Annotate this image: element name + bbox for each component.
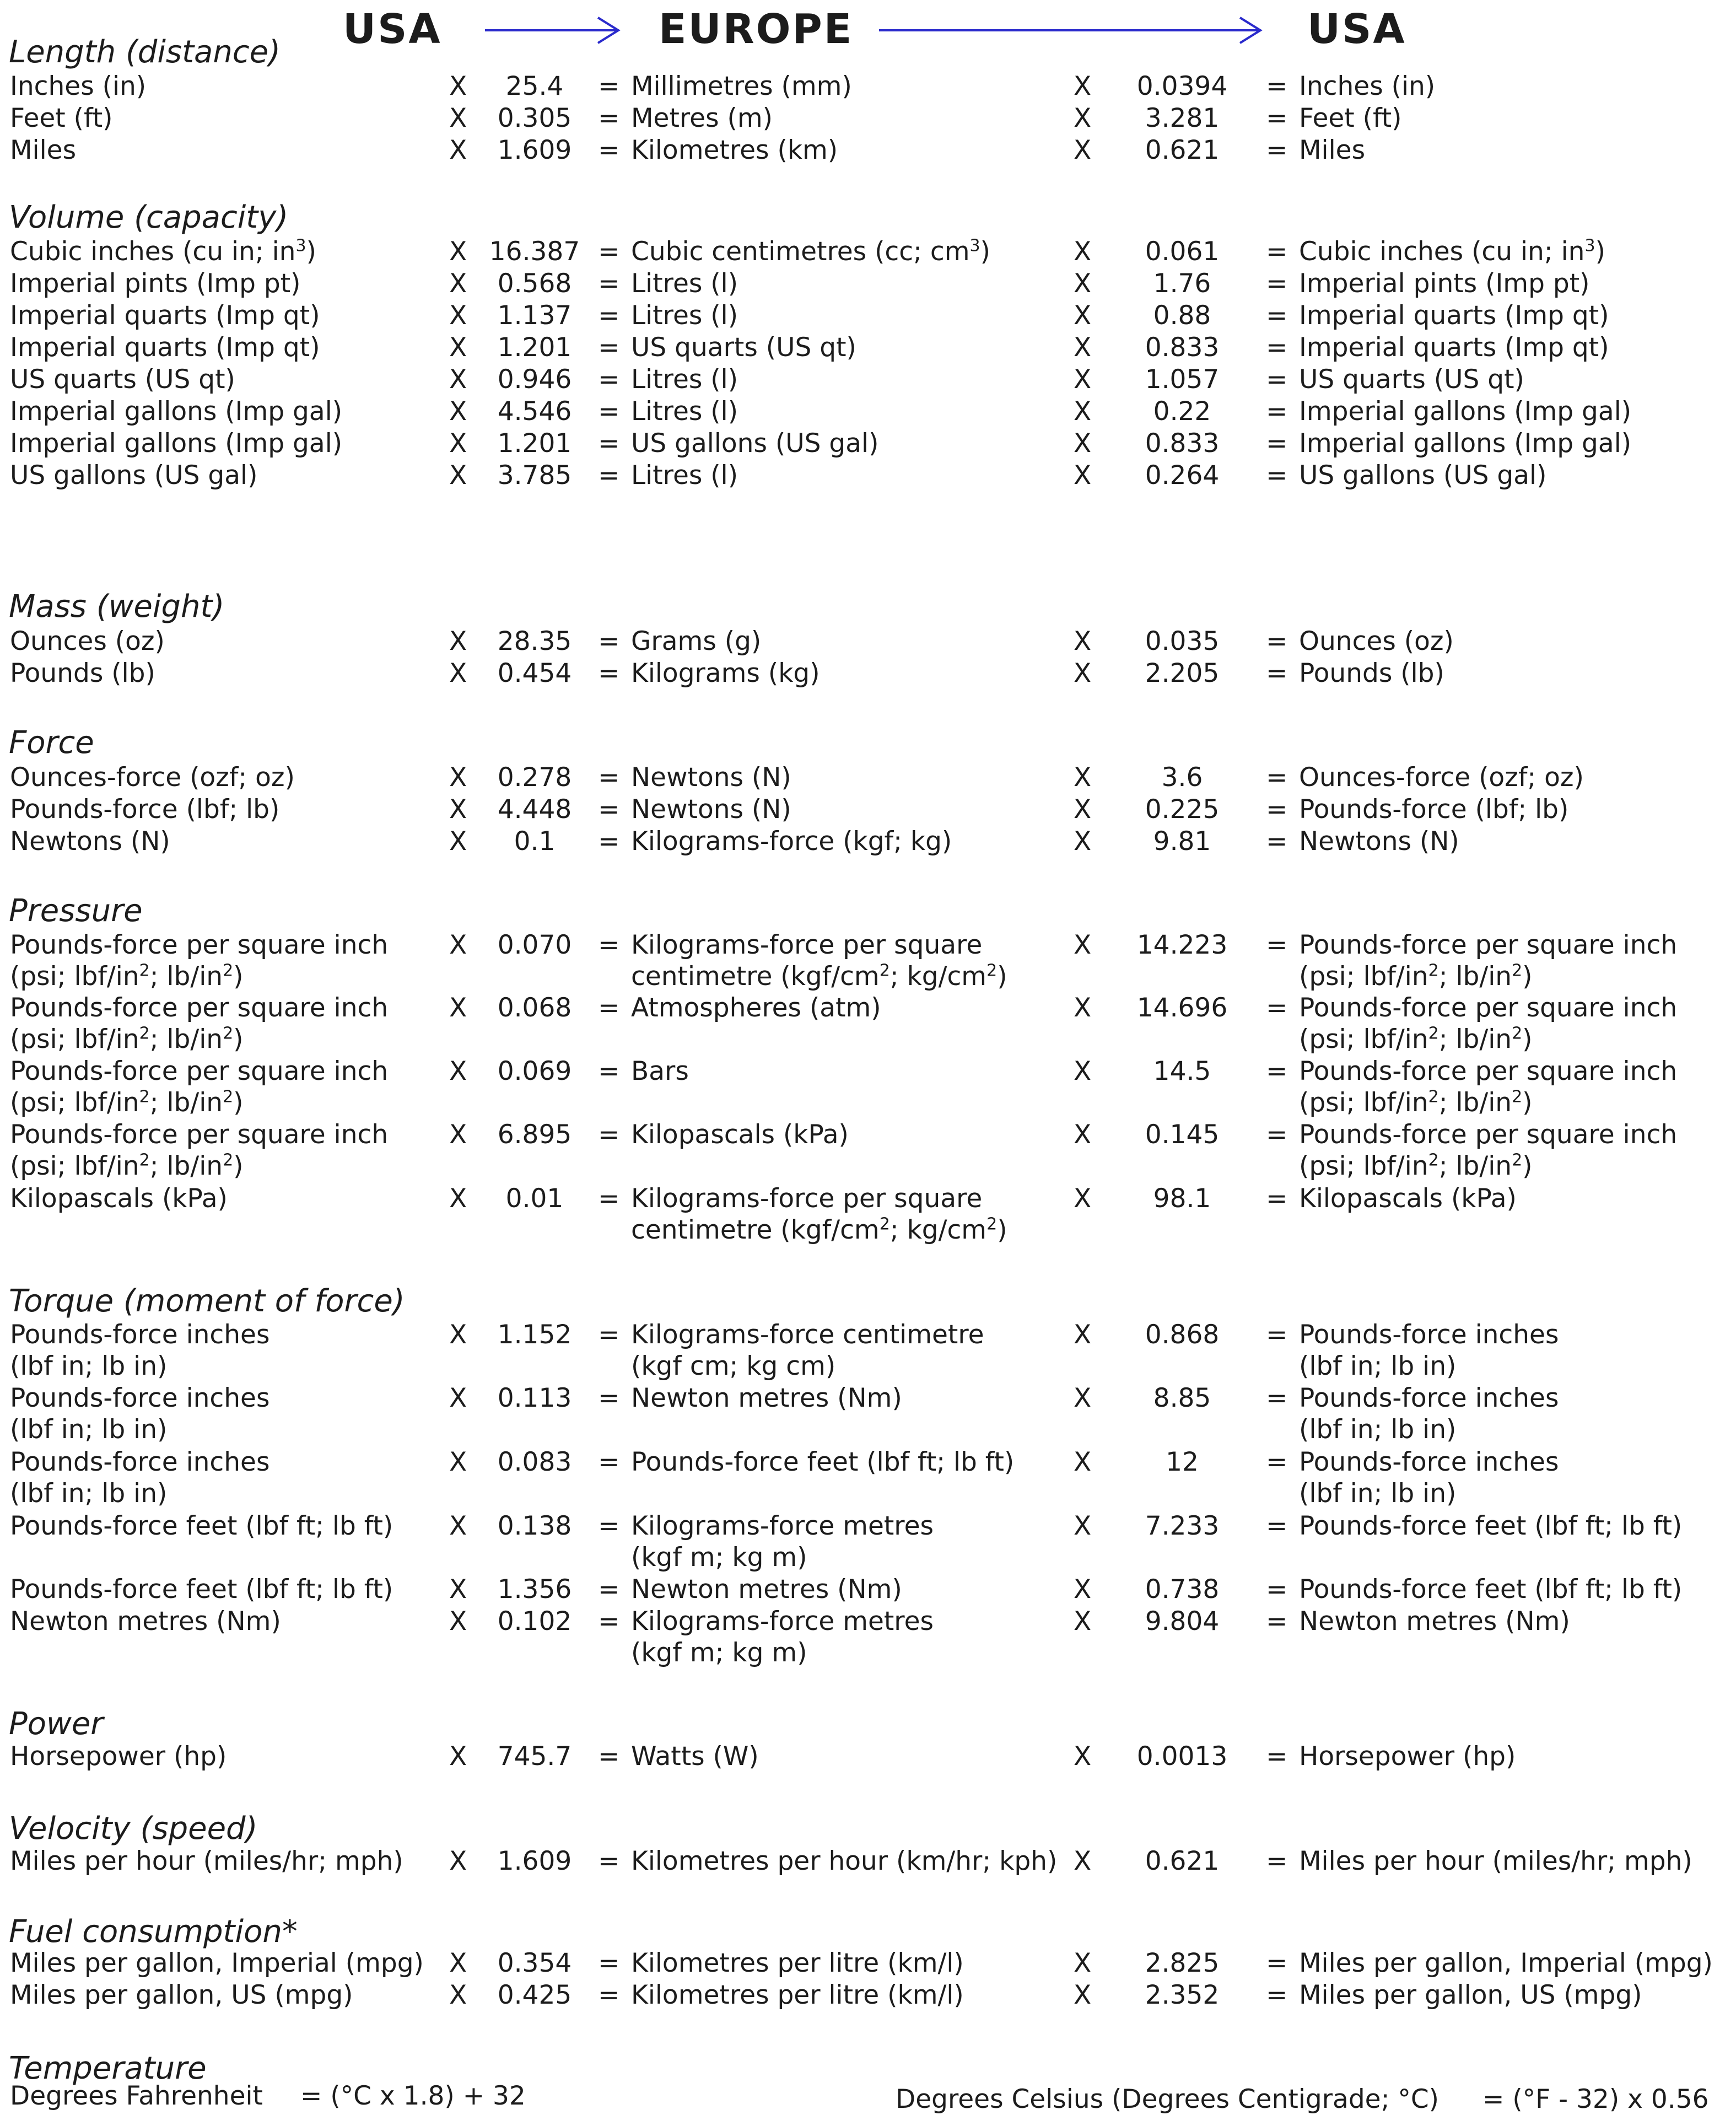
equals-sign: =: [598, 236, 620, 267]
multiply-sign: X: [449, 364, 467, 395]
factor-to-usa: 8.85: [1153, 1383, 1211, 1413]
usa-unit-result: Feet (ft): [1299, 103, 1402, 133]
equals-sign: =: [1266, 930, 1288, 960]
usa-unit-result: Pounds-force per square inch (psi; lbf/$in^2$; $lb/in^2$): [1299, 1056, 1678, 1118]
equals-sign: =: [598, 428, 620, 459]
usa-unit-result: Imperial gallons (Imp gal): [1299, 428, 1632, 459]
factor-to-usa: 3.6: [1161, 762, 1203, 793]
equals-sign: =: [1266, 626, 1288, 656]
europe-unit: Kilometres (km): [631, 135, 838, 165]
multiply-sign: X: [449, 428, 467, 459]
multiply-sign: X: [1074, 1574, 1092, 1605]
factor-to-europe: 0.083: [497, 1447, 572, 1477]
factor-to-usa: 1.76: [1153, 268, 1211, 299]
multiply-sign: X: [449, 658, 467, 688]
multiply-sign: X: [449, 626, 467, 656]
equals-sign: =: [598, 1741, 620, 1772]
factor-to-europe: 6.895: [497, 1120, 572, 1150]
factor-to-usa: 0.225: [1145, 794, 1220, 825]
equals-sign: =: [598, 1606, 620, 1637]
factor-to-europe: 1.356: [497, 1574, 572, 1605]
factor-to-usa: 0.833: [1145, 332, 1220, 363]
equals-sign: =: [1266, 268, 1288, 299]
equals-sign: =: [1266, 1183, 1288, 1214]
factor-to-europe: 0.068: [497, 993, 572, 1023]
multiply-sign: X: [1074, 428, 1092, 459]
usa-unit: Newtons (N): [10, 826, 170, 857]
factor-to-usa: 0.0013: [1136, 1741, 1228, 1772]
europe-unit: Newton metres (Nm): [631, 1383, 902, 1413]
equals-sign: =: [598, 71, 620, 101]
multiply-sign: X: [1074, 396, 1092, 427]
usa-unit: Pounds-force inches (lbf in; lb in): [10, 1447, 270, 1509]
multiply-sign: X: [1074, 103, 1092, 133]
equals-sign: =: [598, 993, 620, 1023]
equals-sign: =: [1266, 332, 1288, 363]
factor-to-europe: 0.070: [497, 930, 572, 960]
usa-unit-result: Pounds-force (lbf; lb): [1299, 794, 1569, 825]
equals-sign: =: [1266, 71, 1288, 101]
equals-sign: =: [1266, 658, 1288, 688]
multiply-sign: X: [449, 71, 467, 101]
europe-unit: Litres (l): [631, 300, 738, 331]
multiply-sign: X: [449, 1447, 467, 1477]
equals-sign: =: [598, 1183, 620, 1214]
multiply-sign: X: [1074, 460, 1092, 491]
header-usa-left: USA: [343, 6, 442, 53]
multiply-sign: X: [449, 1980, 467, 2010]
equals-sign: =: [598, 332, 620, 363]
factor-to-usa: 0.035: [1145, 626, 1220, 656]
equals-sign: =: [1266, 460, 1288, 491]
equals-sign: =: [1266, 1511, 1288, 1541]
equals-sign: =: [598, 1320, 620, 1350]
usa-unit: Pounds-force feet (lbf ft; lb ft): [10, 1511, 393, 1541]
usa-unit-result: US gallons (US gal): [1299, 460, 1547, 491]
multiply-sign: X: [1074, 71, 1092, 101]
section-title: Mass (weight): [9, 589, 225, 625]
equals-sign: =: [1266, 1606, 1288, 1637]
multiply-sign: X: [1074, 1980, 1092, 2010]
usa-unit: Horsepower (hp): [10, 1741, 227, 1772]
multiply-sign: X: [449, 1511, 467, 1541]
factor-to-europe: 4.546: [497, 396, 572, 427]
usa-unit-result: Inches (in): [1299, 71, 1436, 101]
multiply-sign: X: [1074, 332, 1092, 363]
multiply-sign: X: [449, 1383, 467, 1413]
multiply-sign: X: [449, 103, 467, 133]
multiply-sign: X: [1074, 268, 1092, 299]
factor-to-usa: 0.145: [1145, 1120, 1220, 1150]
usa-unit-result: Cubic inches (cu in; $in^3$): [1299, 236, 1605, 267]
usa-unit-result: Miles: [1299, 135, 1366, 165]
multiply-sign: X: [449, 826, 467, 857]
usa-unit-result: US quarts (US qt): [1299, 364, 1524, 395]
europe-unit: Newtons (N): [631, 794, 791, 825]
usa-unit-result: Ounces-force (ozf; oz): [1299, 762, 1584, 793]
equals-sign: =: [598, 135, 620, 165]
equals-sign: =: [598, 930, 620, 960]
usa-unit-result: Pounds-force inches (lbf in; lb in): [1299, 1447, 1559, 1509]
equals-sign: =: [1266, 1447, 1288, 1477]
europe-unit: Watts (W): [631, 1741, 759, 1772]
usa-unit: Imperial gallons (Imp gal): [10, 396, 343, 427]
factor-to-usa: 1.057: [1145, 364, 1220, 395]
factor-to-europe: 0.425: [497, 1980, 572, 2010]
europe-unit: Metres (m): [631, 103, 773, 133]
multiply-sign: X: [449, 300, 467, 331]
usa-unit-result: Imperial quarts (Imp qt): [1299, 300, 1609, 331]
section-title: Fuel consumption*: [9, 1914, 298, 1950]
equals-sign: =: [1266, 300, 1288, 331]
usa-unit-result: Imperial gallons (Imp gal): [1299, 396, 1632, 427]
europe-unit: Litres (l): [631, 460, 738, 491]
factor-to-usa: 3.281: [1145, 103, 1220, 133]
europe-unit: Litres (l): [631, 396, 738, 427]
usa-unit-result: Ounces (oz): [1299, 626, 1454, 656]
equals-sign: =: [598, 1948, 620, 1978]
multiply-sign: X: [449, 1846, 467, 1876]
equals-sign: =: [1266, 1980, 1288, 2010]
usa-unit-result: Pounds-force per square inch (psi; lbf/$in^2$; $lb/in^2$): [1299, 993, 1678, 1054]
europe-unit: Pounds-force feet (lbf ft; lb ft): [631, 1447, 1015, 1477]
factor-to-usa: 0.738: [1145, 1574, 1220, 1605]
factor-to-usa: 7.233: [1145, 1511, 1220, 1541]
multiply-sign: X: [449, 1056, 467, 1086]
usa-unit: Pounds-force inches (lbf in; lb in): [10, 1320, 270, 1381]
equals-sign: =: [1266, 993, 1288, 1023]
multiply-sign: X: [449, 236, 467, 267]
factor-to-europe: 28.35: [497, 626, 572, 656]
usa-unit: Pounds-force per square inch (psi; lbf/$in^2$; $lb/in^2$): [10, 1056, 389, 1118]
factor-to-europe: 1.137: [497, 300, 572, 331]
usa-unit: Pounds-force per square inch (psi; lbf/$in^2$; $lb/in^2$): [10, 930, 389, 992]
factor-to-europe: 1.201: [497, 428, 572, 459]
factor-to-europe: 1.152: [497, 1320, 572, 1350]
equals-sign: =: [598, 103, 620, 133]
equals-sign: =: [1266, 364, 1288, 395]
usa-unit-result: Imperial quarts (Imp qt): [1299, 332, 1609, 363]
factor-to-europe: 4.448: [497, 794, 572, 825]
equals-sign: =: [598, 396, 620, 427]
factor-to-europe: 0.946: [497, 364, 572, 395]
temp-fahrenheit-formula: = (°C x 1.8) + 32: [300, 2081, 526, 2111]
usa-unit-result: Horsepower (hp): [1299, 1741, 1516, 1772]
equals-sign: =: [598, 1511, 620, 1541]
factor-to-usa: 0.868: [1145, 1320, 1220, 1350]
europe-unit: Bars: [631, 1056, 689, 1086]
equals-sign: =: [1266, 1320, 1288, 1350]
temp-celsius-formula: = (°F - 32) x 0.56: [1482, 2084, 1709, 2114]
europe-unit: US quarts (US qt): [631, 332, 856, 363]
factor-to-usa: 14.5: [1153, 1056, 1211, 1086]
usa-unit: Cubic inches (cu in; $in^3$): [10, 236, 316, 267]
multiply-sign: X: [449, 135, 467, 165]
multiply-sign: X: [1074, 826, 1092, 857]
factor-to-usa: 0.264: [1145, 460, 1220, 491]
multiply-sign: X: [1074, 993, 1092, 1023]
multiply-sign: X: [449, 460, 467, 491]
europe-unit: Kilometres per litre (km/l): [631, 1948, 964, 1978]
multiply-sign: X: [449, 396, 467, 427]
equals-sign: =: [1266, 396, 1288, 427]
usa-unit-result: Newtons (N): [1299, 826, 1459, 857]
usa-unit: Ounces-force (ozf; oz): [10, 762, 295, 793]
equals-sign: =: [1266, 236, 1288, 267]
equals-sign: =: [598, 1980, 620, 2010]
equals-sign: =: [598, 658, 620, 688]
equals-sign: =: [598, 762, 620, 793]
usa-unit-result: Pounds-force per square inch (psi; lbf/$in^2$; $lb/in^2$): [1299, 1120, 1678, 1181]
equals-sign: =: [598, 1574, 620, 1605]
equals-sign: =: [598, 460, 620, 491]
usa-unit-result: Miles per gallon, US (mpg): [1299, 1980, 1642, 2010]
usa-unit-result: Pounds-force feet (lbf ft; lb ft): [1299, 1574, 1683, 1605]
factor-to-europe: 1.609: [497, 1846, 572, 1876]
factor-to-europe: 0.113: [497, 1383, 572, 1413]
equals-sign: =: [598, 1056, 620, 1086]
multiply-sign: X: [449, 1320, 467, 1350]
factor-to-europe: 0.305: [497, 103, 572, 133]
usa-unit: Pounds-force (lbf; lb): [10, 794, 280, 825]
multiply-sign: X: [449, 1606, 467, 1637]
usa-unit-result: Imperial pints (Imp pt): [1299, 268, 1590, 299]
multiply-sign: X: [449, 268, 467, 299]
factor-to-europe: 0.138: [497, 1511, 572, 1541]
europe-unit: Kilograms-force (kgf; kg): [631, 826, 952, 857]
europe-unit: Millimetres (mm): [631, 71, 852, 101]
factor-to-europe: 0.454: [497, 658, 572, 688]
multiply-sign: X: [449, 993, 467, 1023]
factor-to-usa: 0.0394: [1136, 71, 1228, 101]
multiply-sign: X: [1074, 1606, 1092, 1637]
section-title: Length (distance): [9, 34, 281, 70]
usa-unit: Imperial quarts (Imp qt): [10, 332, 320, 363]
multiply-sign: X: [1074, 930, 1092, 960]
equals-sign: =: [1266, 794, 1288, 825]
equals-sign: =: [1266, 762, 1288, 793]
usa-unit: Miles per hour (miles/hr; mph): [10, 1846, 403, 1876]
multiply-sign: X: [1074, 794, 1092, 825]
usa-unit: Newton metres (Nm): [10, 1606, 281, 1637]
europe-unit: Kilograms-force per square centimetre ($kgf/cm^2$; $kg/cm^2$): [631, 1183, 1007, 1245]
factor-to-usa: 0.061: [1145, 236, 1220, 267]
europe-unit: Kilograms (kg): [631, 658, 820, 688]
multiply-sign: X: [1074, 762, 1092, 793]
europe-unit: Grams (g): [631, 626, 762, 656]
usa-unit: Ounces (oz): [10, 626, 165, 656]
multiply-sign: X: [449, 794, 467, 825]
equals-sign: =: [598, 794, 620, 825]
multiply-sign: X: [449, 1183, 467, 1214]
factor-to-europe: 0.102: [497, 1606, 572, 1637]
section-title: Volume (capacity): [9, 200, 289, 235]
europe-unit: Litres (l): [631, 268, 738, 299]
factor-to-europe: 0.1: [514, 826, 556, 857]
factor-to-europe: 0.01: [505, 1183, 564, 1214]
section-title: Power: [9, 1706, 104, 1742]
usa-unit-result: Newton metres (Nm): [1299, 1606, 1570, 1637]
usa-unit: Kilopascals (kPa): [10, 1183, 228, 1214]
multiply-sign: X: [449, 762, 467, 793]
equals-sign: =: [598, 1383, 620, 1413]
equals-sign: =: [598, 364, 620, 395]
equals-sign: =: [598, 626, 620, 656]
multiply-sign: X: [1074, 1183, 1092, 1214]
usa-unit: Miles: [10, 135, 77, 165]
usa-unit-result: Miles per hour (miles/hr; mph): [1299, 1846, 1692, 1876]
multiply-sign: X: [449, 332, 467, 363]
multiply-sign: X: [1074, 626, 1092, 656]
factor-to-europe: 0.354: [497, 1948, 572, 1978]
usa-unit-result: Miles per gallon, Imperial (mpg): [1299, 1948, 1713, 1978]
multiply-sign: X: [449, 930, 467, 960]
europe-unit: Litres (l): [631, 364, 738, 395]
factor-to-usa: 2.205: [1145, 658, 1220, 688]
factor-to-usa: 14.223: [1136, 930, 1228, 960]
multiply-sign: X: [1074, 1056, 1092, 1086]
factor-to-usa: 0.88: [1153, 300, 1211, 331]
multiply-sign: X: [1074, 1320, 1092, 1350]
equals-sign: =: [1266, 1383, 1288, 1413]
equals-sign: =: [598, 268, 620, 299]
factor-to-europe: 16.387: [489, 236, 580, 267]
factor-to-europe: 0.069: [497, 1056, 572, 1086]
usa-unit: US gallons (US gal): [10, 460, 258, 491]
usa-unit: Pounds-force per square inch (psi; lbf/$in^2$; $lb/in^2$): [10, 993, 389, 1054]
multiply-sign: X: [1074, 1120, 1092, 1150]
equals-sign: =: [598, 1447, 620, 1477]
usa-unit-result: Pounds (lb): [1299, 658, 1444, 688]
arrow-right-icon: [485, 11, 623, 50]
equals-sign: =: [1266, 135, 1288, 165]
europe-unit: Newton metres (Nm): [631, 1574, 902, 1605]
multiply-sign: X: [1074, 658, 1092, 688]
factor-to-usa: 9.804: [1145, 1606, 1220, 1637]
equals-sign: =: [598, 1120, 620, 1150]
factor-to-europe: 0.568: [497, 268, 572, 299]
equals-sign: =: [598, 300, 620, 331]
multiply-sign: X: [1074, 1846, 1092, 1876]
factor-to-europe: 3.785: [497, 460, 572, 491]
factor-to-usa: 0.621: [1145, 135, 1220, 165]
section-title: Force: [9, 725, 94, 761]
usa-unit-result: Pounds-force per square inch (psi; lbf/$in^2$; $lb/in^2$): [1299, 930, 1678, 992]
multiply-sign: X: [449, 1948, 467, 1978]
usa-unit-result: Pounds-force inches (lbf in; lb in): [1299, 1320, 1559, 1381]
factor-to-usa: 0.833: [1145, 428, 1220, 459]
europe-unit: Kilograms-force centimetre (kgf cm; kg cm): [631, 1320, 984, 1381]
usa-unit: Pounds-force inches (lbf in; lb in): [10, 1383, 270, 1445]
equals-sign: =: [598, 826, 620, 857]
europe-unit: Kilograms-force per square centimetre ($kgf/cm^2$; $kg/cm^2$): [631, 930, 1007, 992]
arrow-right-icon: [879, 11, 1265, 50]
usa-unit: US quarts (US qt): [10, 364, 235, 395]
factor-to-usa: 2.825: [1145, 1948, 1220, 1978]
usa-unit: Pounds-force per square inch (psi; lbf/$in^2$; $lb/in^2$): [10, 1120, 389, 1181]
equals-sign: =: [1266, 1120, 1288, 1150]
usa-unit: Imperial gallons (Imp gal): [10, 428, 343, 459]
usa-unit: Pounds (lb): [10, 658, 155, 688]
equals-sign: =: [1266, 826, 1288, 857]
temp-fahrenheit-label: Degrees Fahrenheit: [10, 2081, 263, 2111]
equals-sign: =: [598, 1846, 620, 1876]
usa-unit-result: Pounds-force feet (lbf ft; lb ft): [1299, 1511, 1683, 1541]
usa-unit: Inches (in): [10, 71, 147, 101]
multiply-sign: X: [1074, 236, 1092, 267]
factor-to-usa: 14.696: [1136, 993, 1228, 1023]
multiply-sign: X: [1074, 1741, 1092, 1772]
usa-unit: Feet (ft): [10, 103, 113, 133]
factor-to-usa: 12: [1166, 1447, 1199, 1477]
factor-to-usa: 0.22: [1153, 396, 1211, 427]
europe-unit: Kilometres per litre (km/l): [631, 1980, 964, 2010]
factor-to-europe: 0.278: [497, 762, 572, 793]
multiply-sign: X: [1074, 135, 1092, 165]
usa-unit: Pounds-force feet (lbf ft; lb ft): [10, 1574, 393, 1605]
multiply-sign: X: [449, 1741, 467, 1772]
usa-unit-result: Pounds-force inches (lbf in; lb in): [1299, 1383, 1559, 1445]
usa-unit: Imperial quarts (Imp qt): [10, 300, 320, 331]
factor-to-europe: 745.7: [497, 1741, 572, 1772]
section-title: Temperature: [9, 2051, 207, 2086]
multiply-sign: X: [1074, 1383, 1092, 1413]
factor-to-usa: 9.81: [1153, 826, 1211, 857]
europe-unit: Kilograms-force metres (kgf m; kg m): [631, 1606, 934, 1668]
europe-unit: Cubic centimetres (cc; $cm^3$): [631, 236, 990, 267]
europe-unit: Newtons (N): [631, 762, 791, 793]
factor-to-usa: 98.1: [1153, 1183, 1211, 1214]
europe-unit: Kilopascals (kPa): [631, 1120, 849, 1150]
europe-unit: Atmospheres (atm): [631, 993, 881, 1023]
usa-unit: Miles per gallon, US (mpg): [10, 1980, 353, 2010]
multiply-sign: X: [1074, 1447, 1092, 1477]
usa-unit: Miles per gallon, Imperial (mpg): [10, 1948, 424, 1978]
equals-sign: =: [1266, 1574, 1288, 1605]
header-europe: EUROPE: [659, 6, 854, 53]
multiply-sign: X: [449, 1574, 467, 1605]
factor-to-europe: 25.4: [505, 71, 564, 101]
header-usa-right: USA: [1307, 6, 1406, 53]
factor-to-usa: 2.352: [1145, 1980, 1220, 2010]
section-title: Velocity (speed): [9, 1811, 258, 1847]
equals-sign: =: [1266, 1741, 1288, 1772]
multiply-sign: X: [1074, 1511, 1092, 1541]
usa-unit-result: Kilopascals (kPa): [1299, 1183, 1517, 1214]
multiply-sign: X: [449, 1120, 467, 1150]
europe-unit: Kilometres per hour (km/hr; kph): [631, 1846, 1058, 1876]
equals-sign: =: [1266, 1846, 1288, 1876]
equals-sign: =: [1266, 1948, 1288, 1978]
multiply-sign: X: [1074, 1948, 1092, 1978]
multiply-sign: X: [1074, 364, 1092, 395]
section-title: Torque (moment of force): [9, 1283, 405, 1319]
usa-unit: Imperial pints (Imp pt): [10, 268, 301, 299]
equals-sign: =: [1266, 103, 1288, 133]
equals-sign: =: [1266, 428, 1288, 459]
temp-celsius-label: Degrees Celsius (Degrees Centigrade; °C): [896, 2084, 1440, 2114]
europe-unit: Kilograms-force metres (kgf m; kg m): [631, 1511, 934, 1573]
factor-to-usa: 0.621: [1145, 1846, 1220, 1876]
equals-sign: =: [1266, 1056, 1288, 1086]
factor-to-europe: 1.609: [497, 135, 572, 165]
section-title: Pressure: [9, 893, 143, 929]
europe-unit: US gallons (US gal): [631, 428, 879, 459]
multiply-sign: X: [1074, 300, 1092, 331]
factor-to-europe: 1.201: [497, 332, 572, 363]
